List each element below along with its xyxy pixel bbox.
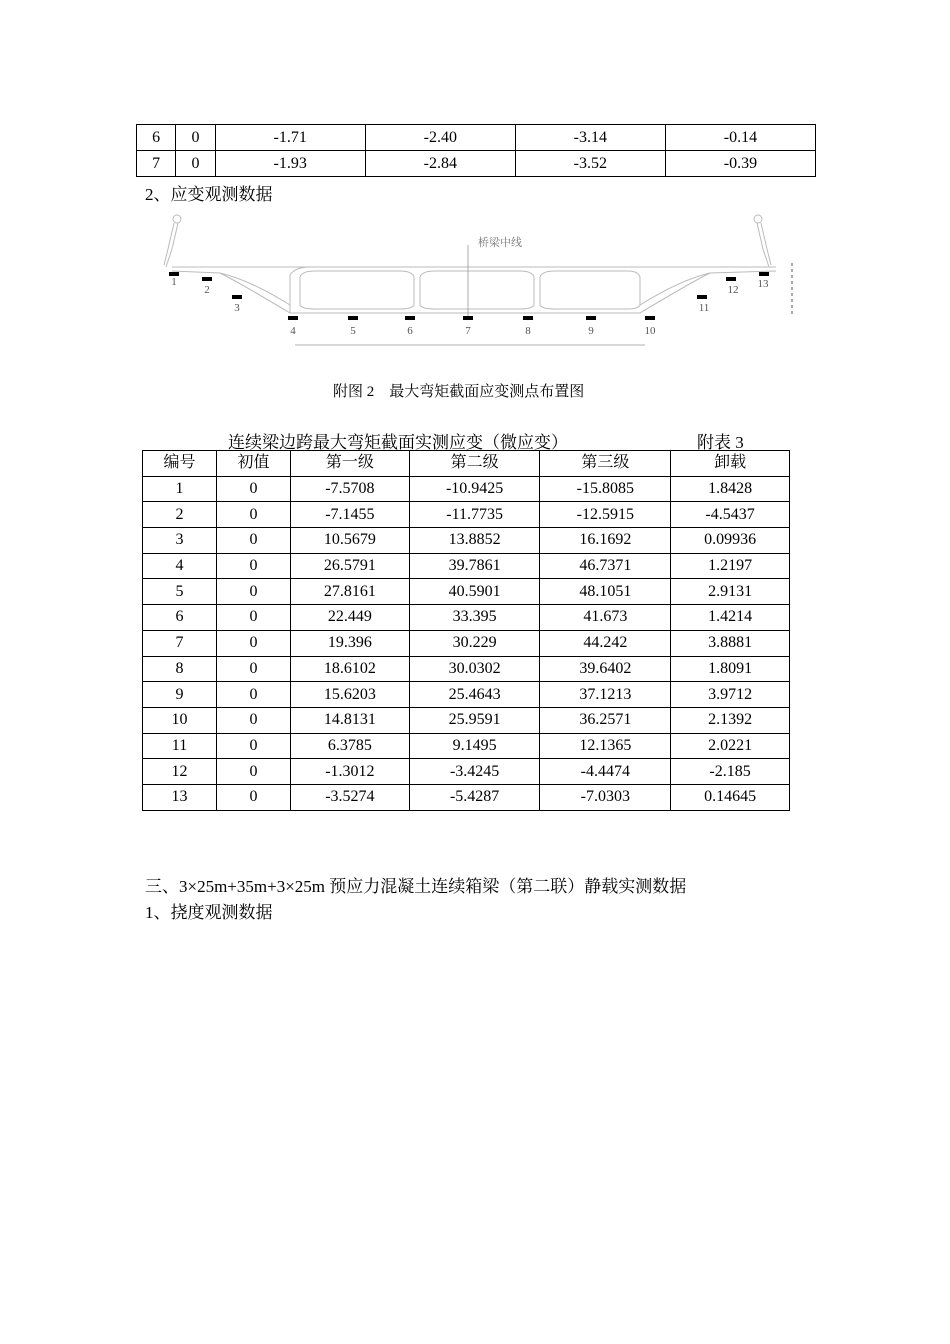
- strain-gauge-marker: [726, 277, 736, 281]
- strain-point-label: 7: [465, 325, 471, 337]
- table-cell: -5.4287: [409, 784, 540, 810]
- table-cell: 0: [216, 502, 290, 528]
- table-cell: 0.14645: [671, 784, 790, 810]
- table-ref: 附表 3: [697, 433, 744, 452]
- table-cell: -12.5915: [540, 502, 671, 528]
- table-cell: -10.9425: [409, 476, 540, 502]
- table-cell: 0: [216, 579, 290, 605]
- table-cell: 15.6203: [290, 682, 409, 708]
- table-row: [143, 476, 790, 502]
- table-cell: 5: [143, 579, 217, 605]
- table-row: [137, 151, 816, 177]
- strain-heading: 2、应变观测数据: [145, 185, 273, 204]
- column-header: 第二级: [409, 451, 540, 477]
- table-cell: -1.3012: [290, 759, 409, 785]
- table-cell: 0: [216, 553, 290, 579]
- column-header: 第一级: [290, 451, 409, 477]
- table-cell: 2: [143, 502, 217, 528]
- table-cell: -4.5437: [671, 502, 790, 528]
- table-cell: 3: [143, 528, 217, 554]
- strain-point-label: 3: [234, 302, 240, 314]
- table-cell: -2.185: [671, 759, 790, 785]
- table-row: [143, 707, 790, 733]
- table-cell: 30.0302: [409, 656, 540, 682]
- table-cell: 19.396: [290, 630, 409, 656]
- table-cell: 27.8161: [290, 579, 409, 605]
- strain-point-layout-diagram: [150, 205, 800, 355]
- table-cell: 0: [216, 528, 290, 554]
- table-row: [143, 553, 790, 579]
- left-railing-icon: [164, 215, 181, 267]
- table-cell: 0: [216, 707, 290, 733]
- deflection-table-continuation: [136, 124, 816, 177]
- table-row: [143, 579, 790, 605]
- table-cell: 16.1692: [540, 528, 671, 554]
- table-cell: 22.449: [290, 605, 409, 631]
- strain-point-label: 12: [727, 284, 739, 296]
- strain-point-label: 8: [525, 325, 531, 337]
- table-cell: 1.4214: [671, 605, 790, 631]
- table-cell: 8: [143, 656, 217, 682]
- table-row: [143, 784, 790, 810]
- table-cell: 12: [143, 759, 217, 785]
- table-cell: 0: [216, 476, 290, 502]
- table-cell: 48.1051: [540, 579, 671, 605]
- table-cell: 30.229: [409, 630, 540, 656]
- table-cell: 44.242: [540, 630, 671, 656]
- table-cell: 14.8131: [290, 707, 409, 733]
- table-cell: -3.4245: [409, 759, 540, 785]
- table-cell: -3.52: [515, 151, 665, 177]
- table-cell: 3.9712: [671, 682, 790, 708]
- table-cell: 4: [143, 553, 217, 579]
- table-cell: -7.5708: [290, 476, 409, 502]
- strain-point-label: 9: [588, 325, 594, 337]
- table-cell: 7: [137, 151, 176, 177]
- table-cell: 10: [143, 707, 217, 733]
- table-cell: 39.6402: [540, 656, 671, 682]
- table-cell: 1.8428: [671, 476, 790, 502]
- strain-gauge-marker: [202, 277, 212, 281]
- table-cell: 0: [176, 151, 215, 177]
- table-row: [143, 630, 790, 656]
- table-cell: 13: [143, 784, 217, 810]
- strain-point-label: 10: [644, 325, 656, 337]
- table-cell: -0.14: [665, 125, 815, 151]
- table-cell: 41.673: [540, 605, 671, 631]
- table-cell: 9: [143, 682, 217, 708]
- table-header-row: [143, 451, 790, 477]
- table-cell: 7: [143, 630, 217, 656]
- table-cell: -3.5274: [290, 784, 409, 810]
- table-cell: 39.7861: [409, 553, 540, 579]
- table-cell: 6: [137, 125, 176, 151]
- table-cell: -4.4474: [540, 759, 671, 785]
- table-row: [143, 733, 790, 759]
- table-cell: 46.7371: [540, 553, 671, 579]
- table-cell: -1.71: [215, 125, 365, 151]
- table-cell: -2.40: [365, 125, 515, 151]
- table-cell: 40.5901: [409, 579, 540, 605]
- strain-gauge-marker: [697, 295, 707, 299]
- table-row: [143, 502, 790, 528]
- table-cell: -0.39: [665, 151, 815, 177]
- table-cell: 0: [216, 630, 290, 656]
- table-cell: -7.1455: [290, 502, 409, 528]
- table-cell: 3.8881: [671, 630, 790, 656]
- box-cells: [220, 267, 710, 313]
- strain-point-label: 4: [290, 325, 296, 337]
- strain-gauge-marker: [405, 316, 415, 320]
- table-cell: 0: [216, 605, 290, 631]
- table-cell: 25.4643: [409, 682, 540, 708]
- strain-gauge-marker: [288, 316, 298, 320]
- section-3-heading: 三、3×25m+35m+3×25m 预应力混凝土连续箱梁（第二联）静载实测数据: [145, 877, 687, 896]
- table-cell: 2.0221: [671, 733, 790, 759]
- strain-gauge-marker: [645, 316, 655, 320]
- right-railing-icon: [754, 215, 771, 267]
- table-cell: -15.8085: [540, 476, 671, 502]
- table-cell: -1.93: [215, 151, 365, 177]
- table-cell: 33.395: [409, 605, 540, 631]
- table-cell: 10.5679: [290, 528, 409, 554]
- table-cell: 0: [216, 784, 290, 810]
- strain-point-label: 11: [698, 302, 710, 314]
- table-cell: 0: [176, 125, 215, 151]
- column-header: 第三级: [540, 451, 671, 477]
- figure-caption: 附图 2 最大弯矩截面应变测点布置图: [333, 384, 585, 400]
- table-cell: 0: [216, 656, 290, 682]
- strain-gauge-marker: [232, 295, 242, 299]
- table-row: [143, 528, 790, 554]
- table-cell: -11.7735: [409, 502, 540, 528]
- table-cell: -7.0303: [540, 784, 671, 810]
- box-girder-outline: [172, 271, 776, 313]
- strain-gauge-marker: [463, 316, 473, 320]
- table-cell: 18.6102: [290, 656, 409, 682]
- strain-gauge-marker: [586, 316, 596, 320]
- table-cell: 36.2571: [540, 707, 671, 733]
- deflection-heading: 1、挠度观测数据: [145, 903, 273, 922]
- centerline-label: 桥梁中线: [478, 236, 522, 249]
- table-cell: -2.84: [365, 151, 515, 177]
- table-cell: 1.2197: [671, 553, 790, 579]
- table-row: [143, 682, 790, 708]
- table-cell: 9.1495: [409, 733, 540, 759]
- strain-gauge-marker: [523, 316, 533, 320]
- column-header: 编号: [143, 451, 217, 477]
- table-cell: 1.8091: [671, 656, 790, 682]
- table-row: [143, 656, 790, 682]
- table-row: [137, 125, 816, 151]
- table-cell: 12.1365: [540, 733, 671, 759]
- table-cell: 6: [143, 605, 217, 631]
- table-cell: 26.5791: [290, 553, 409, 579]
- table-cell: 0.09936: [671, 528, 790, 554]
- table-cell: 25.9591: [409, 707, 540, 733]
- table-cell: 1: [143, 476, 217, 502]
- table-row: [143, 605, 790, 631]
- strain-point-label: 5: [350, 325, 356, 337]
- table-cell: 2.1392: [671, 707, 790, 733]
- table-cell: 0: [216, 733, 290, 759]
- strain-point-label: 13: [757, 278, 769, 290]
- table-cell: 11: [143, 733, 217, 759]
- table-title: 连续梁边跨最大弯矩截面实测应变（微应变）: [228, 433, 568, 452]
- column-header: 初值: [216, 451, 290, 477]
- table-cell: 13.8852: [409, 528, 540, 554]
- strain-gauge-marker: [759, 272, 769, 276]
- strain-table: [142, 450, 790, 811]
- table-cell: 37.1213: [540, 682, 671, 708]
- strain-point-label: 2: [204, 284, 210, 296]
- table-cell: -3.14: [515, 125, 665, 151]
- table-cell: 6.3785: [290, 733, 409, 759]
- table-cell: 0: [216, 682, 290, 708]
- table-cell: 0: [216, 759, 290, 785]
- table-row: [143, 759, 790, 785]
- strain-point-label: 1: [171, 276, 177, 288]
- strain-point-label: 6: [407, 325, 413, 337]
- table-cell: 2.9131: [671, 579, 790, 605]
- column-header: 卸载: [671, 451, 790, 477]
- strain-gauge-marker: [348, 316, 358, 320]
